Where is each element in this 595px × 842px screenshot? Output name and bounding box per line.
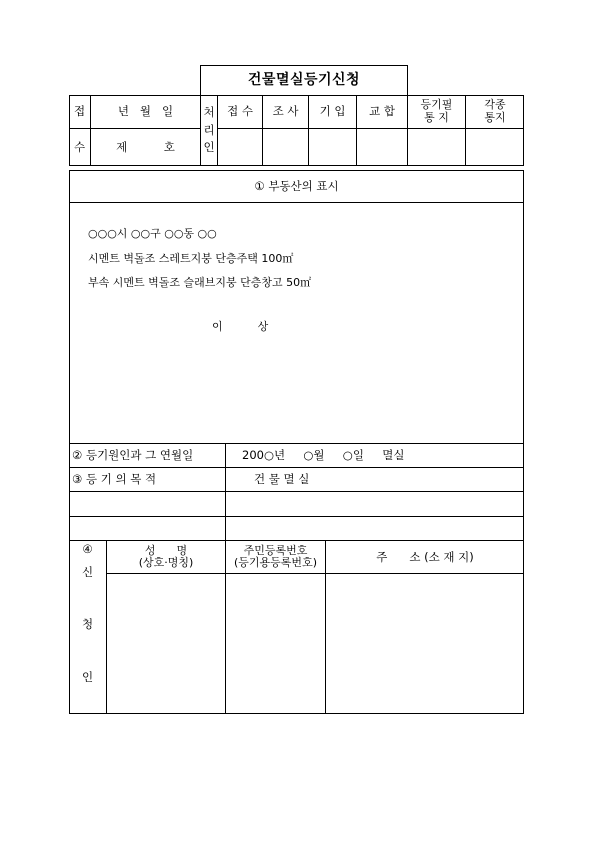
applicant-address-cell[interactable] [326, 574, 523, 713]
step-completion-notice: 등기필 통 지 [420, 98, 453, 124]
cause-date-value: 200○년 ○월 ○일 멸실 [242, 448, 405, 463]
reception-date-label: 년 월 일 [117, 104, 174, 119]
applicant-label [69, 541, 106, 716]
step-collation: 교 합 [369, 104, 395, 119]
handler-char-3: 인 [203, 140, 215, 155]
cause-date-label: ② 등기원인과 그 연월일 [72, 448, 194, 463]
handler-char-1: 처 [203, 104, 215, 119]
step-entry: 기 입 [319, 104, 346, 119]
applicant-name-cell[interactable] [107, 574, 225, 713]
step-various-notice: 각종 통지 [484, 98, 506, 124]
step-receipt: 접 수 [227, 104, 253, 119]
applicant-char-2: 청 [81, 617, 94, 632]
reception-label-top: 접 [73, 104, 86, 119]
reception-number-label: 제 호 [116, 140, 175, 155]
column-address-header: 주 소 (소 재 지) [376, 549, 474, 564]
handler-label [201, 96, 217, 165]
step-investigation: 조 사 [272, 104, 299, 119]
property-address: ○○○시 ○○구 ○○동 ○○ [88, 227, 217, 240]
applicant-id-cell[interactable] [226, 574, 325, 713]
form-title: 건물멸실등기신청 [247, 71, 361, 88]
applicant-char-3: 인 [81, 669, 94, 684]
end-mark: 이 상 [212, 320, 269, 333]
column-name-header: 성 명 (상호·명칭) [138, 543, 194, 569]
applicant-number: ④ [82, 542, 93, 556]
property-building-annex: 부속 시멘트 벽돌조 슬래브지붕 단층창고 50㎡ [88, 276, 312, 289]
handler-char-2: 리 [203, 122, 215, 137]
section1-header: ① 부동산의 표시 [254, 178, 339, 193]
column-id-header: 주민등록번호 (등기용등록번호) [234, 543, 317, 569]
reception-label-bottom: 수 [73, 140, 86, 155]
purpose-value: 건 물 멸 실 [254, 472, 310, 487]
applicant-char-1: 신 [81, 564, 94, 579]
property-building-main: 시멘트 벽돌조 스레트지붕 단층주택 100㎡ [88, 252, 294, 265]
purpose-label: ③ 등 기 의 목 적 [72, 472, 157, 487]
